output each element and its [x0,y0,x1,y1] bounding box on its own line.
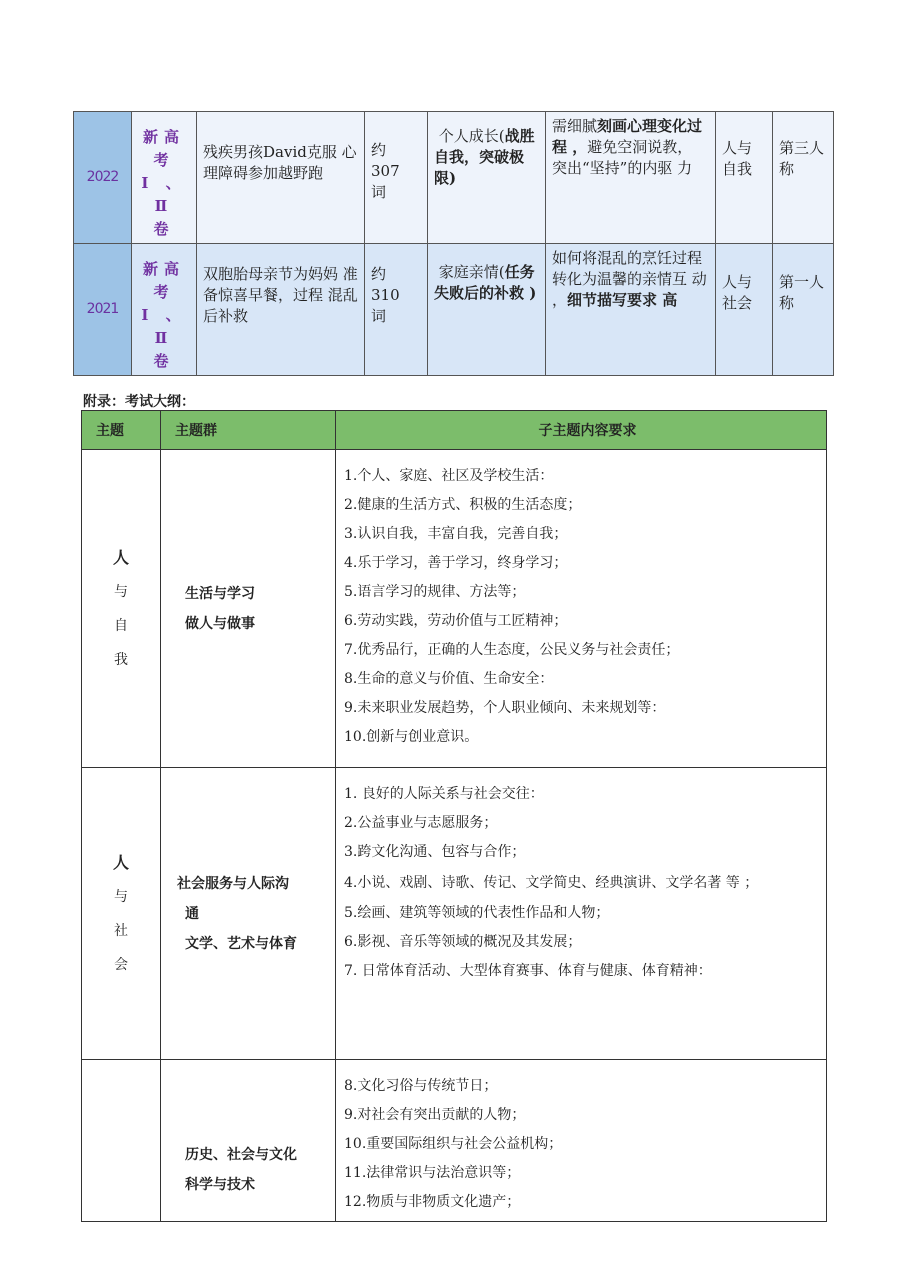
year-cell: 2021 [74,244,132,376]
list-item: 2.健康的生活方式、积极的生活态度； [344,497,582,513]
header-subtopics: 子主题内容要求 [336,411,827,450]
focus-cell: 需细腻刻画心理变化过 程 ，避免空洞说教， 突出“坚持”的内驱 力 [546,112,716,244]
list-item: 3.认识自我，丰富自我，完善自我； [344,526,568,542]
exam-row-2021 [74,244,834,376]
theme-group-cell: 生活与学习 做人与做事 [161,450,336,768]
category-cell: 人与自我 [716,112,773,244]
exam-row-2022 [74,112,834,244]
list-item: 6.劳动实践，劳动价值与工匠精神； [344,613,568,629]
focus-cell: 如何将混乱的烹饪过程转化为温馨的亲情互 动 ，细节描写要求 高 [546,244,716,376]
list-item: 8.文化习俗与传统节日； [344,1078,498,1094]
list-item: 3.跨文化沟通、包容与合作； [344,844,526,860]
category-cell: 人与社会 [716,244,773,376]
theme-cell: 人 与 自 我 [82,450,161,768]
syllabus-table [81,410,827,1222]
header-theme-group: 主题群 [161,411,336,450]
header-theme: 主题 [82,411,161,450]
list-item: 9.对社会有突出贡献的人物； [344,1107,526,1123]
list-item: 1. 良好的人际关系与社会交往： [344,786,544,802]
list-item: 8.生命的意义与价值、生命安全： [344,671,554,687]
syllabus-section [82,1060,827,1222]
theme-cell: 个人成长(战胜自我，突破极限) [428,112,546,244]
plot-cell: 双胞胎母亲节为妈妈 准备惊喜早餐，过程 混乱后补救 [197,244,365,376]
exam-table [73,111,834,376]
subtopic-list [336,1060,827,1222]
year-cell: 2022 [74,112,132,244]
list-item: 11.法律常识与法治意识等； [344,1165,521,1181]
list-item: 4.小说、戏剧、诗歌、传记、文学简史、经典演讲、文学名著 等 ； [344,875,759,891]
syllabus-section [82,450,827,768]
word-count-cell: 约 310 词 [365,244,428,376]
list-item: 5.语言学习的规律、方法等； [344,584,526,600]
person-cell: 第三人称 [773,112,834,244]
theme-cell [82,1060,161,1222]
list-item: 2.公益事业与志愿服务； [344,815,498,831]
syllabus-section [82,768,827,1060]
plot-cell: 残疾男孩David克服 心理障碍参加越野跑 [197,112,365,244]
paper-cell: 新高 考 Ⅰ 、 Ⅱ 卷 [132,112,197,244]
list-item: 12.物质与非物质文化遗产； [344,1194,521,1210]
appendix-title: 附录：考试大纲： [83,394,195,410]
theme-group-cell: 历史、社会与文化 科学与技术 [161,1060,336,1222]
list-item: 4.乐于学习，善于学习，终身学习； [344,555,568,571]
list-item: 6.影视、音乐等领域的概况及其发展； [344,934,582,950]
list-item: 7. 日常体育活动、大型体育赛事、体育与健康、体育精神： [344,963,712,979]
syllabus-header-row [82,411,827,450]
subtopic-list [336,768,827,1060]
list-item: 10.重要国际组织与社会公益机构； [344,1136,563,1152]
theme-cell: 家庭亲情(任务失败后的补救 ) [428,244,546,376]
theme-group-cell: 社会服务与人际沟 通 文学、艺术与体育 [161,768,336,1060]
person-cell: 第一人称 [773,244,834,376]
paper-cell: 新高 考 Ⅰ 、 Ⅱ 卷 [132,244,197,376]
theme-cell: 人 与 社 会 [82,768,161,1060]
list-item: 1.个人、家庭、社区及学校生活： [344,468,554,484]
word-count-cell: 约 307 词 [365,112,428,244]
list-item: 7.优秀品行，正确的人生态度，公民义务与社会责任； [344,642,680,658]
list-item: 5.绘画、建筑等领域的代表性作品和人物； [344,905,610,921]
list-item: 9.未来职业发展趋势，个人职业倾向、未来规划等： [344,700,666,716]
subtopic-list [336,450,827,768]
list-item: 10.创新与创业意识。 [344,729,479,745]
